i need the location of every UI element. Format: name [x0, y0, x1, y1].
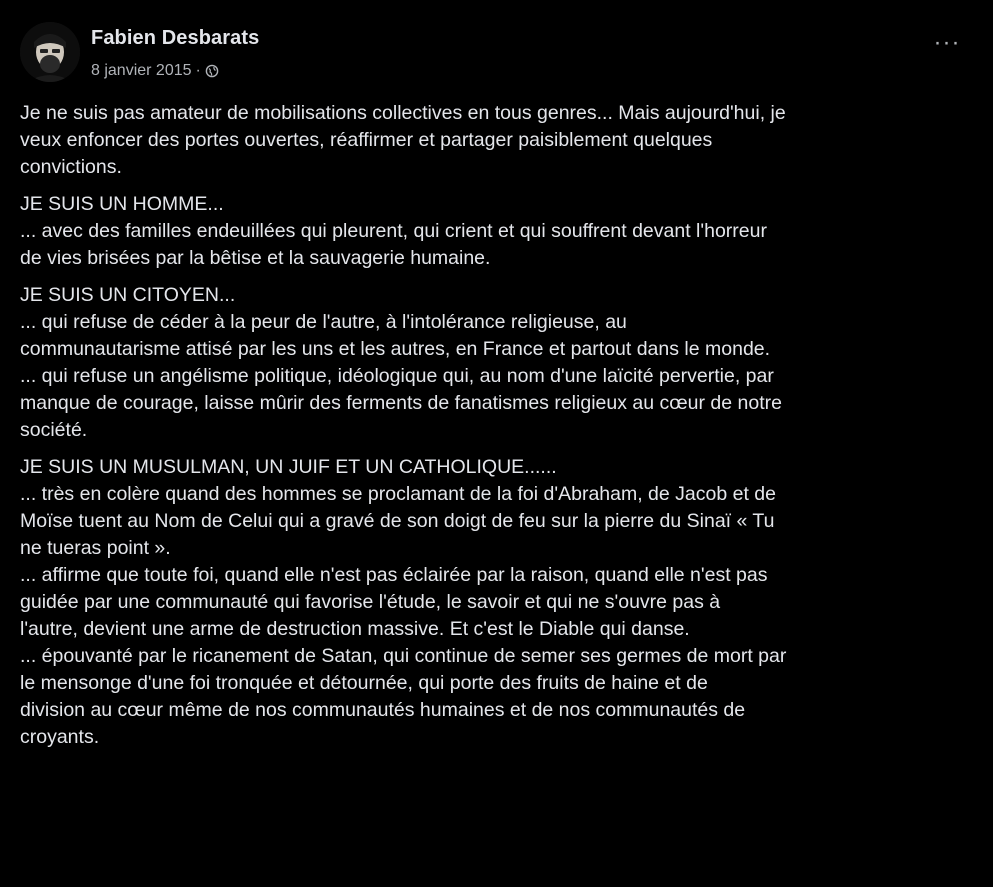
post-header — [20, 20, 973, 84]
post-text-line: JE SUIS UN HOMME... — [20, 193, 224, 215]
post-content — [20, 100, 975, 761]
post-text-line: convictions. — [20, 156, 122, 178]
post-text-line: manque de courage, laisse mûrir des ferments de fanatismes religieux au cœur de notre — [20, 392, 782, 414]
meta-separator: · — [195, 62, 201, 79]
post-text-line: l'autre, devient une arme de destruction massive. Et c'est le Diable qui danse. — [20, 618, 690, 640]
post-text-line: communautarisme attisé par les uns et les autres, en France et partout dans le monde. — [20, 338, 771, 360]
globe-icon — [205, 64, 219, 78]
post-text-line: ... épouvanté par le ricanement de Satan, qui continue de semer ses germes de mort par — [20, 645, 787, 667]
post-paragraph — [20, 282, 975, 444]
post-text-line: ... qui refuse un angélisme politique, idéologique qui, au nom d'une laïcité pervertie, par — [20, 365, 774, 387]
post-text-line: JE SUIS UN MUSULMAN, UN JUIF ET UN CATHOLIQUE...... — [20, 456, 557, 478]
post-text-line: société. — [20, 419, 88, 441]
post-text-line: ne tueras point ». — [20, 537, 171, 559]
post-meta — [91, 62, 219, 80]
post-text-line: Je ne suis pas amateur de mobilisations collectives en tous genres... Mais aujourd'hui, je — [20, 102, 786, 124]
post-text-line: ... très en colère quand des hommes se proclamant de la foi d'Abraham, de Jacob et de — [20, 483, 776, 505]
post-text-line: de vies brisées par la bêtise et la sauvagerie humaine. — [20, 247, 491, 269]
more-options-icon[interactable]: ··· — [933, 29, 961, 56]
post-text-line: croyants. — [20, 726, 100, 748]
post-text-line: Moïse tuent au Nom de Celui qui a gravé de son doigt de feu sur la pierre du Sinaï « Tu — [20, 510, 775, 532]
post-text-line: ... affirme que toute foi, quand elle n'est pas éclairée par la raison, quand elle n'est pas — [20, 564, 768, 586]
post-text-line: guidée par une communauté qui favorise l'étude, le savoir et qui ne s'ouvre pas à — [20, 591, 721, 613]
post-date[interactable]: 8 janvier 2015 — [91, 62, 192, 79]
post-text-line: division au cœur même de nos communautés humaines et de nos communautés de — [20, 699, 746, 721]
post-text-line: ... avec des familles endeuillées qui pleurent, qui crient et qui souffrent devant l'horreur — [20, 220, 767, 242]
post-paragraph — [20, 100, 975, 181]
author-avatar[interactable] — [20, 22, 80, 82]
post-text-line: ... qui refuse de céder à la peur de l'autre, à l'intolérance religieuse, au — [20, 311, 627, 333]
post-paragraph — [20, 454, 975, 751]
post-paragraph — [20, 191, 975, 272]
author-name[interactable]: Fabien Desbarats — [91, 27, 260, 49]
avatar-image — [20, 22, 80, 82]
post-text-line: JE SUIS UN CITOYEN... — [20, 284, 236, 306]
post-text-line: le mensonge d'une foi tronquée et détournée, qui porte des fruits de haine et de — [20, 672, 708, 694]
post-text-line: veux enfoncer des portes ouvertes, réaffirmer et partager paisiblement quelques — [20, 129, 713, 151]
